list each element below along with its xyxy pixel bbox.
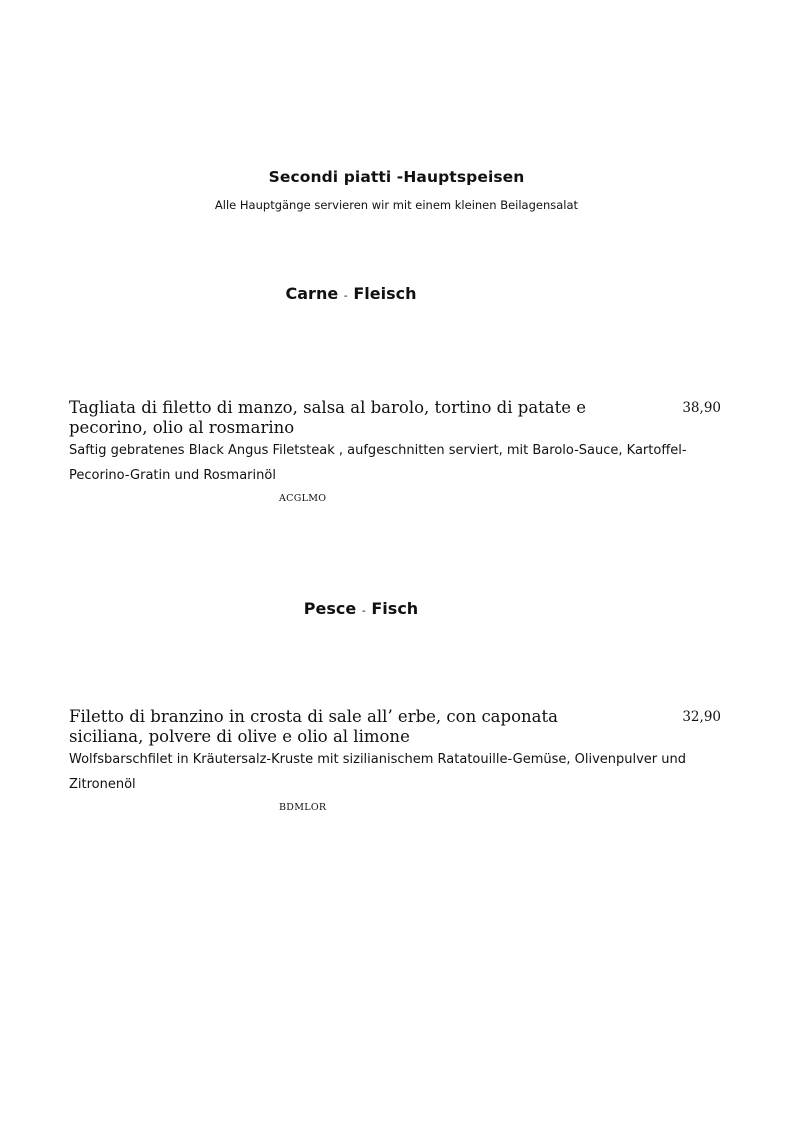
section-heading-meat <box>0 284 702 303</box>
section-heading-italian: Carne <box>285 284 339 303</box>
section-heading-separator: - <box>361 604 366 617</box>
section-heading-separator: - <box>343 289 348 302</box>
allergen-codes: BDMLOR <box>279 802 327 813</box>
dish-description: Saftig gebratenes Black Angus Filetsteak , aufgeschnitten serviert, mit Barolo-Sauce, Kartoffel-Pecorino-Gratin und Rosmarinöl <box>69 443 687 483</box>
dish-name: Tagliata di filetto di manzo, salsa al barolo, tortino di patate e pecorino, olio al rosmarino <box>69 398 587 437</box>
section-heading-german: Fleisch <box>353 284 417 303</box>
page-title: Secondi piatti -Hauptspeisen <box>268 168 525 186</box>
page-subtitle: Alle Hauptgänge servieren wir mit einem kleinen Beilagensalat <box>214 198 579 212</box>
allergen-codes: ACGLMO <box>279 493 327 504</box>
dish-price: 38,90 <box>682 400 721 416</box>
dish-name: Filetto di branzino in crosta di sale all’ erbe, con caponata siciliana, polvere di olive e olio al limone <box>69 707 558 746</box>
section-heading-italian: Pesce <box>303 599 357 618</box>
dish-item-meat <box>69 398 729 504</box>
section-heading-german: Fisch <box>371 599 419 618</box>
dish-description: Wolfsbarschfilet in Kräutersalz-Kruste mit sizilianischem Ratatouille-Gemüse, Olivenpulver und Zitronenöl <box>69 752 687 792</box>
section-heading-fish <box>0 599 722 618</box>
dish-item-fish <box>69 707 729 813</box>
dish-price: 32,90 <box>682 709 721 725</box>
